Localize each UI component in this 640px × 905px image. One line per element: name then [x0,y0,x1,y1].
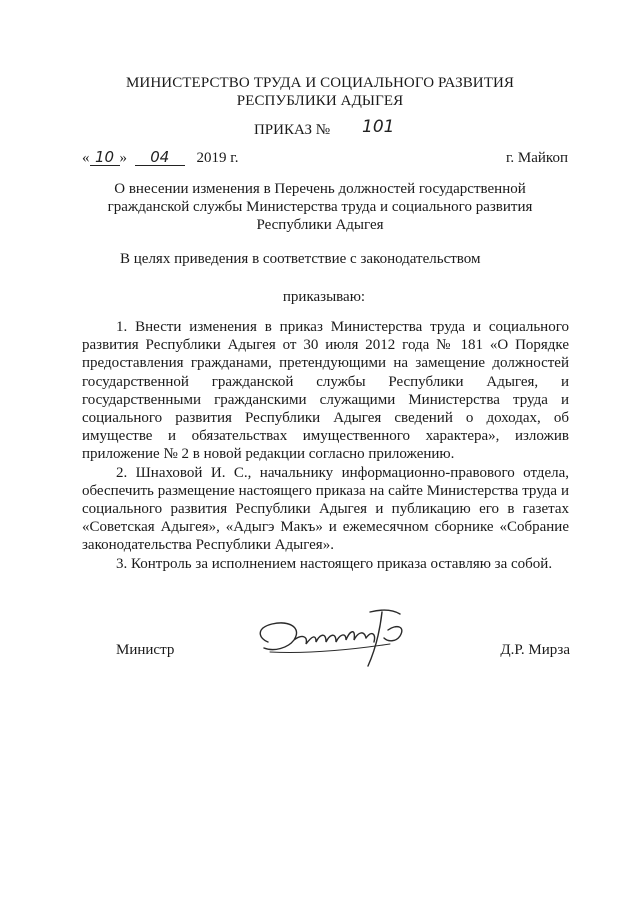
date-year: 2019 г. [196,150,239,166]
orders-word: приказываю: [282,289,366,305]
city: г. Майкоп [505,150,568,166]
date-close-quote: » [119,150,127,166]
date-open-quote: « [82,150,90,166]
signer-title: Министр [116,642,175,658]
ministry-line-1: МИНИСТЕРСТВО ТРУДА И СОЦИАЛЬНОГО РАЗВИТИЯ [125,75,515,91]
order-title [0,121,640,139]
subject-line-3: Республики Адыгея [256,217,384,233]
signer-name: Д.Р. Мирза [500,642,570,658]
ministry-line-2: РЕСПУБЛИКИ АДЫГЕЯ [236,93,404,109]
order-subject [0,180,640,234]
date-month-handwritten: 04 [135,149,185,166]
order-number-handwritten: 101 [362,117,395,137]
subject-line-2: гражданской службы Министерства труда и социального развития [107,199,533,215]
order-label: ПРИКАЗ № [253,122,331,138]
order-body [82,318,569,573]
date-day-handwritten: 10 [90,149,120,166]
order-date [82,149,238,167]
subject-line-1: О внесении изменения в Перечень должностей государственной [114,181,526,197]
order-item-3: 3. Контроль за исполнением настоящего приказа оставляю за собой. [116,555,553,572]
order-item-1: 1. Внести изменения в приказ Министерства труда и социального развития Республики Адыгея от 30 июля 2012 года № 181 «О Порядке предоставления гражданами, претендующими на замещение должностей государственной гражданской службы Республики Адыгея, и государственными гражданскими служащими Министерства труда и социального развития Республики Адыгея сведений о доходах, об имуществе и обязательствах имущественного характера», изложив приложение № 2 в новой редакции согласно приложению. [82,319,569,463]
ministry-name [0,74,640,110]
preamble: В целях приведения в соответствие с законодательством [120,251,481,267]
handwritten-signature [250,600,425,680]
order-item-2: 2. Шнаховой И. С., начальнику информационно-правового отдела, обеспечить размещение настоящего приказа на сайте Министерства труда и социального развития Республики Адыгея и публикацию его в газетах «Советская Адыгея», «Адыгэ Макъ» и ежемесячном сборнике «Собрание законодательства Республики Адыгея». [82,464,569,554]
